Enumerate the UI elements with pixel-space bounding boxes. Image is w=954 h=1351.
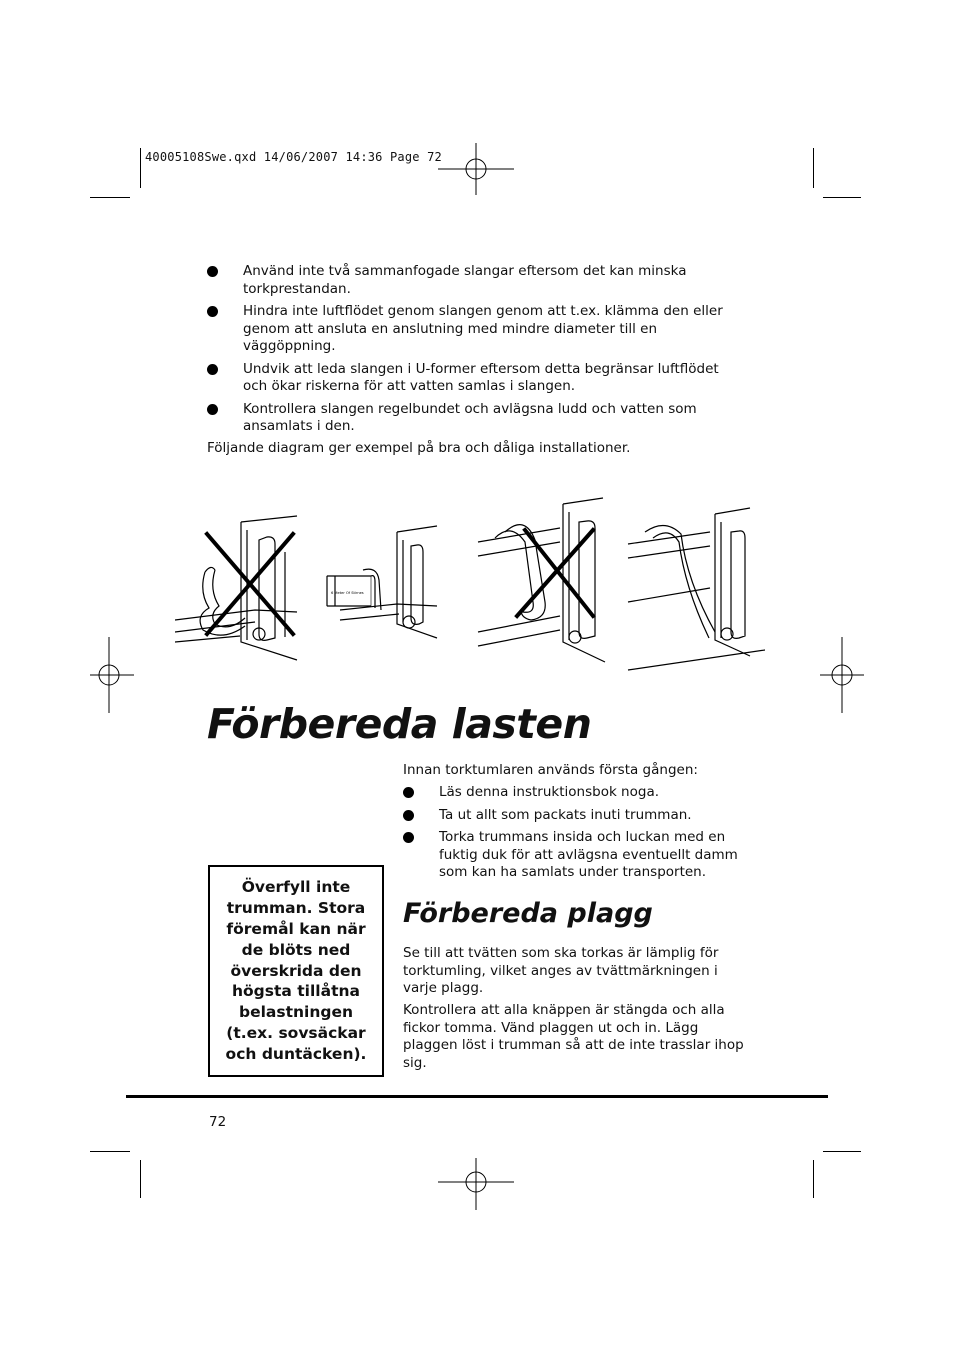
registration-mark-top [436, 143, 516, 195]
diagram-intro: Följande diagram ger exempel på bra och dåliga installationer. [207, 440, 631, 456]
list-item: Kontrollera slangen regelbundet och avlägsna ludd och vatten som ansamlats i den. [207, 401, 747, 436]
bullet-icon [403, 787, 414, 798]
diagram-caption-small: 6 Meter Of Stirnes [331, 591, 364, 595]
list-item: Undvik att leda slangen i U-former eftersom detta begränsar luftflödet och ökar riskerna för att vatten samlas i slangen. [207, 361, 747, 396]
prep-intro: Innan torktumlaren används första gången: [403, 762, 698, 778]
bullet-icon [207, 364, 218, 375]
list-item: Läs denna instruktionsbok noga. [403, 784, 753, 802]
section-title: Förbereda plagg [403, 898, 653, 929]
page-number: 72 [209, 1114, 227, 1130]
bullet-icon [403, 832, 414, 843]
diagram-good [327, 526, 437, 638]
diagram-good-2 [628, 508, 765, 670]
list-item: Hindra inte luftflödet genom slangen genom att t.ex. klämma den eller genom att ansluta en anslutning med mindre diameter till en väggöppning. [207, 303, 747, 356]
list-item: Använd inte två sammanfogade slangar eftersom det kan minska torkprestandan. [207, 263, 747, 298]
diagram-bad-2 [478, 498, 605, 662]
list-item: Ta ut allt som packats inuti trumman. [403, 807, 753, 825]
registration-mark-bottom [436, 1158, 516, 1210]
cross-mark-icons [207, 530, 593, 634]
warning-box [208, 865, 384, 1077]
registration-mark-right [820, 637, 864, 713]
registration-mark-left [90, 637, 134, 713]
diagram-bad-1 [175, 516, 297, 660]
bullet-icon [403, 810, 414, 821]
bullet-icon [207, 404, 218, 415]
bullet-icon [207, 266, 218, 277]
page-title: Förbereda lasten [207, 700, 592, 748]
garment-para-1: Se till att tvätten som ska torkas är lämplig för torktumling, vilket anges av tvättmärkningen i varje plagg. [403, 945, 719, 996]
prep-steps-list [403, 784, 753, 887]
bullet-icon [207, 306, 218, 317]
garment-para-2: Kontrollera att alla knäppen är stängda och alla fickor tomma. Vänd plaggen ut och in. Lägg plaggen löst i trumman så att de inte trasslar ihop sig. [403, 1002, 744, 1071]
list-item: Torka trummans insida och luckan med en fuktig duk för att avlägsna eventuellt damm som kan ha samlats under transporten. [403, 829, 753, 882]
hose-tips-list [207, 263, 747, 441]
warning-text: Överfyll inte trumman. Stora föremål kan när de blöts ned överskrida den högsta tillåtna belastningen (t.ex. sovsäckar och duntäcken). [225, 878, 367, 1063]
installation-diagrams [175, 492, 765, 677]
footer-rule [126, 1095, 828, 1098]
print-slug: 40005108Swe.qxd 14/06/2007 14:36 Page 72 [145, 150, 442, 164]
